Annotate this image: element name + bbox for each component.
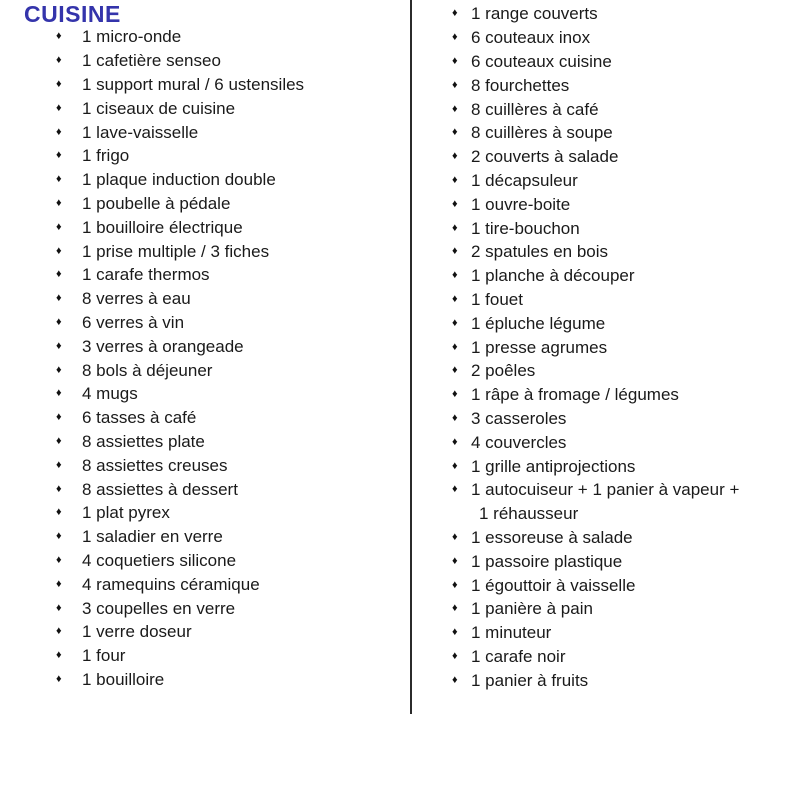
list-item — [452, 407, 739, 431]
page-title: CUISINE — [24, 1, 121, 27]
item-continuation-row — [452, 502, 739, 526]
item-row — [56, 572, 304, 596]
item-text: 1 bouilloire — [82, 669, 165, 689]
item-text: 6 couteaux cuisine — [471, 51, 612, 71]
item-text: 3 coupelles en verre — [82, 598, 236, 618]
column-divider — [410, 0, 412, 714]
item-row — [56, 334, 304, 358]
item-row — [452, 621, 739, 645]
item-text: 1 ouvre-boite — [471, 194, 571, 214]
list-item — [56, 596, 304, 620]
item-row — [452, 169, 739, 193]
list-item — [56, 549, 304, 573]
list-item — [56, 96, 304, 120]
list-item — [56, 73, 304, 97]
item-text: 3 casseroles — [471, 408, 567, 428]
item-text: 8 verres à eau — [82, 289, 191, 309]
list-item — [452, 216, 739, 240]
item-row — [56, 668, 304, 692]
list-item — [452, 335, 739, 359]
item-text: 1 panier à fruits — [471, 670, 589, 690]
diamond-bullet-icon: ♦ — [452, 340, 458, 353]
list-item — [452, 311, 739, 335]
diamond-bullet-icon: ♦ — [56, 625, 62, 638]
list-item — [56, 358, 304, 382]
diamond-bullet-icon: ♦ — [56, 553, 62, 566]
diamond-bullet-icon: ♦ — [452, 459, 458, 472]
item-text: 1 presse agrumes — [471, 337, 608, 357]
diamond-bullet-icon: ♦ — [452, 102, 458, 115]
item-text: 6 verres à vin — [82, 312, 185, 332]
item-row — [452, 573, 739, 597]
diamond-bullet-icon: ♦ — [56, 149, 62, 162]
diamond-bullet-icon: ♦ — [452, 126, 458, 139]
list-item — [56, 668, 304, 692]
item-text: 4 couvercles — [471, 432, 567, 452]
item-text: 2 couverts à salade — [471, 147, 619, 167]
list-item — [56, 168, 304, 192]
item-text: 1 plaque induction double — [82, 170, 276, 190]
item-row — [452, 216, 739, 240]
diamond-bullet-icon: ♦ — [452, 435, 458, 448]
item-text: 1 minuteur — [471, 623, 552, 643]
list-item — [56, 406, 304, 430]
item-text: 8 fourchettes — [471, 75, 570, 95]
item-text: 1 épluche légume — [471, 313, 606, 333]
list-item — [56, 620, 304, 644]
item-row — [56, 144, 304, 168]
item-text: 2 poêles — [471, 361, 536, 381]
diamond-bullet-icon: ♦ — [452, 292, 458, 305]
diamond-bullet-icon: ♦ — [452, 173, 458, 186]
list-item — [56, 382, 304, 406]
diamond-bullet-icon: ♦ — [452, 269, 458, 282]
item-row — [452, 454, 739, 478]
diamond-bullet-icon: ♦ — [56, 649, 62, 662]
diamond-bullet-icon: ♦ — [56, 292, 62, 305]
diamond-bullet-icon: ♦ — [452, 7, 458, 20]
diamond-bullet-icon: ♦ — [452, 602, 458, 615]
list-item — [452, 597, 739, 621]
list-item — [452, 50, 739, 74]
diamond-bullet-icon: ♦ — [452, 221, 458, 234]
list-item — [56, 287, 304, 311]
list-item — [56, 25, 304, 49]
item-text: 1 four — [82, 646, 126, 666]
diamond-bullet-icon: ♦ — [56, 387, 62, 400]
diamond-bullet-icon: ♦ — [452, 411, 458, 424]
diamond-bullet-icon: ♦ — [452, 554, 458, 567]
item-text: 1 frigo — [82, 146, 130, 166]
list-item — [452, 26, 739, 50]
diamond-bullet-icon: ♦ — [56, 506, 62, 519]
diamond-bullet-icon: ♦ — [452, 649, 458, 662]
item-text: 1 carafe noir — [471, 646, 566, 666]
diamond-bullet-icon: ♦ — [452, 316, 458, 329]
item-row — [56, 382, 304, 406]
diamond-bullet-icon: ♦ — [452, 197, 458, 210]
list-item — [452, 264, 739, 288]
diamond-bullet-icon: ♦ — [56, 268, 62, 281]
item-text: 1 verre doseur — [82, 622, 192, 642]
item-row — [452, 478, 739, 502]
item-text: 1 décapsuleur — [471, 170, 578, 190]
item-text: 1 panière à pain — [471, 599, 593, 619]
diamond-bullet-icon: ♦ — [452, 626, 458, 639]
diamond-bullet-icon: ♦ — [56, 482, 62, 495]
list-item — [452, 383, 739, 407]
left-column-list — [56, 25, 304, 691]
item-text: 1 planche à découper — [471, 266, 635, 286]
list-item — [56, 477, 304, 501]
item-text: 1 carafe thermos — [82, 265, 210, 285]
item-row — [56, 168, 304, 192]
diamond-bullet-icon: ♦ — [56, 672, 62, 685]
diamond-bullet-icon: ♦ — [56, 601, 62, 614]
item-row — [56, 596, 304, 620]
list-item — [452, 526, 739, 550]
item-row — [452, 383, 739, 407]
diamond-bullet-icon: ♦ — [56, 101, 62, 114]
item-row — [56, 311, 304, 335]
item-row — [56, 120, 304, 144]
list-item — [452, 549, 739, 573]
item-text: 4 mugs — [82, 384, 138, 404]
item-row — [56, 644, 304, 668]
item-row — [452, 645, 739, 669]
list-item — [452, 621, 739, 645]
item-row — [56, 620, 304, 644]
list-item — [56, 453, 304, 477]
item-row — [56, 239, 304, 263]
list-item — [56, 644, 304, 668]
list-item — [452, 169, 739, 193]
item-row — [56, 501, 304, 525]
item-row — [452, 597, 739, 621]
diamond-bullet-icon: ♦ — [56, 458, 62, 471]
item-row — [56, 453, 304, 477]
item-row — [452, 549, 739, 573]
right-column-list — [452, 2, 739, 692]
diamond-bullet-icon: ♦ — [452, 388, 458, 401]
item-text: 1 autocuiseur + 1 panier à vapeur + — [471, 480, 740, 500]
item-row — [452, 407, 739, 431]
diamond-bullet-icon: ♦ — [56, 530, 62, 543]
item-row — [56, 192, 304, 216]
list-item — [56, 192, 304, 216]
diamond-bullet-icon: ♦ — [56, 196, 62, 209]
diamond-bullet-icon: ♦ — [452, 673, 458, 686]
item-text: 1 essoreuse à salade — [471, 527, 633, 547]
list-item — [56, 144, 304, 168]
diamond-bullet-icon: ♦ — [56, 244, 62, 257]
item-text: 1 bouilloire électrique — [82, 217, 243, 237]
item-text: 1 réhausseur — [479, 504, 579, 524]
list-item — [56, 430, 304, 454]
item-row — [56, 358, 304, 382]
item-row — [452, 288, 739, 312]
item-row — [452, 97, 739, 121]
list-item — [452, 97, 739, 121]
item-text: 1 passoire plastique — [471, 551, 623, 571]
diamond-bullet-icon: ♦ — [452, 245, 458, 258]
diamond-bullet-icon: ♦ — [452, 578, 458, 591]
item-text: 1 râpe à fromage / légumes — [471, 385, 679, 405]
item-text: 1 tire-bouchon — [471, 218, 580, 238]
item-row — [56, 549, 304, 573]
item-row — [452, 192, 739, 216]
item-text: 1 prise multiple / 3 fiches — [82, 241, 270, 261]
diamond-bullet-icon: ♦ — [452, 54, 458, 67]
diamond-bullet-icon: ♦ — [56, 315, 62, 328]
item-text: 1 ciseaux de cuisine — [82, 98, 236, 118]
item-text: 8 cuillères à café — [471, 99, 599, 119]
item-text: 1 égouttoir à vaisselle — [471, 575, 636, 595]
item-row — [452, 668, 739, 692]
item-text: 1 cafetière senseo — [82, 51, 221, 71]
diamond-bullet-icon: ♦ — [56, 339, 62, 352]
diamond-bullet-icon: ♦ — [452, 530, 458, 543]
list-item — [452, 478, 739, 526]
list-item — [452, 73, 739, 97]
item-text: 8 bols à déjeuner — [82, 360, 213, 380]
item-row — [452, 26, 739, 50]
item-text: 6 couteaux inox — [471, 28, 591, 48]
item-row — [56, 287, 304, 311]
item-row — [452, 50, 739, 74]
diamond-bullet-icon: ♦ — [452, 150, 458, 163]
diamond-bullet-icon: ♦ — [56, 411, 62, 424]
list-item — [452, 121, 739, 145]
list-item — [452, 645, 739, 669]
list-item — [56, 49, 304, 73]
item-row — [56, 430, 304, 454]
diamond-bullet-icon: ♦ — [452, 483, 458, 496]
item-row — [452, 359, 739, 383]
list-item — [56, 572, 304, 596]
item-row — [452, 2, 739, 26]
list-item — [452, 668, 739, 692]
diamond-bullet-icon: ♦ — [56, 220, 62, 233]
diamond-bullet-icon: ♦ — [452, 364, 458, 377]
item-row — [56, 525, 304, 549]
list-item — [452, 454, 739, 478]
list-item — [452, 2, 739, 26]
item-row — [452, 73, 739, 97]
item-text: 8 assiettes plate — [82, 431, 205, 451]
item-text: 1 poubelle à pédale — [82, 193, 231, 213]
list-item — [452, 573, 739, 597]
list-item — [452, 359, 739, 383]
diamond-bullet-icon: ♦ — [56, 30, 62, 43]
item-text: 1 saladier en verre — [82, 527, 223, 547]
item-row — [56, 25, 304, 49]
item-row — [452, 121, 739, 145]
list-item — [56, 501, 304, 525]
item-row — [452, 430, 739, 454]
list-item — [56, 239, 304, 263]
list-item — [452, 240, 739, 264]
item-text: 4 ramequins céramique — [82, 574, 260, 594]
diamond-bullet-icon: ♦ — [56, 77, 62, 90]
item-text: 1 range couverts — [471, 4, 598, 24]
item-text: 1 grille antiprojections — [471, 456, 636, 476]
item-row — [56, 49, 304, 73]
list-item — [56, 263, 304, 287]
item-text: 1 plat pyrex — [82, 503, 170, 523]
item-row — [452, 526, 739, 550]
diamond-bullet-icon: ♦ — [56, 434, 62, 447]
item-text: 4 coquetiers silicone — [82, 550, 237, 570]
item-text: 2 spatules en bois — [471, 242, 609, 262]
item-row — [56, 215, 304, 239]
item-row — [452, 335, 739, 359]
list-item — [56, 215, 304, 239]
diamond-bullet-icon: ♦ — [452, 78, 458, 91]
item-text: 1 micro-onde — [82, 27, 182, 47]
list-item — [56, 525, 304, 549]
list-item — [452, 430, 739, 454]
diamond-bullet-icon: ♦ — [56, 125, 62, 138]
list-item — [56, 120, 304, 144]
item-text: 3 verres à orangeade — [82, 336, 244, 356]
item-row — [56, 73, 304, 97]
item-row — [56, 477, 304, 501]
diamond-bullet-icon: ♦ — [56, 173, 62, 186]
item-row — [452, 311, 739, 335]
item-text: 1 support mural / 6 ustensiles — [82, 74, 305, 94]
item-text: 8 assiettes creuses — [82, 455, 228, 475]
item-row — [452, 264, 739, 288]
item-text: 8 cuillères à soupe — [471, 123, 613, 143]
item-text: 8 assiettes à dessert — [82, 479, 238, 499]
item-text: 6 tasses à café — [82, 408, 197, 428]
diamond-bullet-icon: ♦ — [452, 31, 458, 44]
item-row — [452, 240, 739, 264]
list-item — [452, 145, 739, 169]
diamond-bullet-icon: ♦ — [56, 363, 62, 376]
diamond-bullet-icon: ♦ — [56, 54, 62, 67]
item-row — [56, 406, 304, 430]
list-item — [56, 311, 304, 335]
item-row — [452, 145, 739, 169]
item-row — [56, 96, 304, 120]
list-item — [56, 334, 304, 358]
item-text: 1 fouet — [471, 289, 523, 309]
list-item — [452, 192, 739, 216]
item-text: 1 lave-vaisselle — [82, 122, 199, 142]
item-row — [56, 263, 304, 287]
diamond-bullet-icon: ♦ — [56, 577, 62, 590]
list-item — [452, 288, 739, 312]
